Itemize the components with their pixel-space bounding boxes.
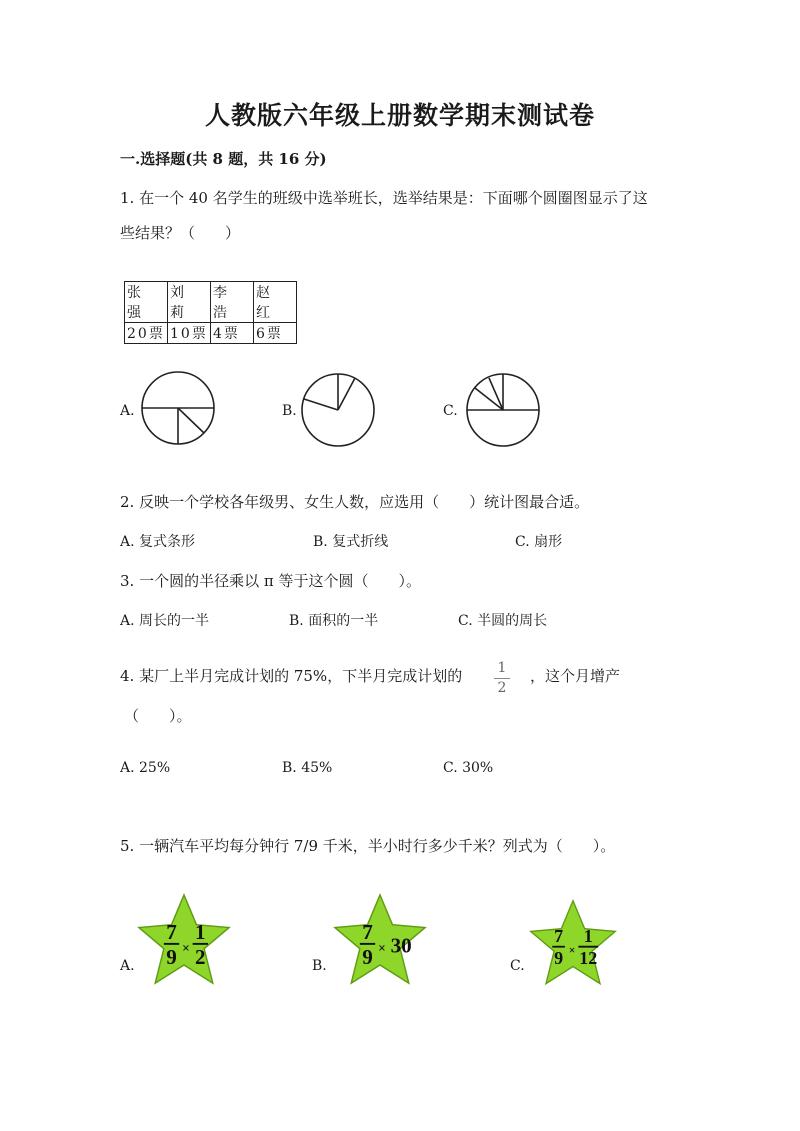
- q4-fraction: [494, 660, 510, 697]
- pie-option-c: [465, 372, 545, 452]
- pie-option-b: [300, 372, 380, 452]
- q1-text-line1: 1. 在一个 40 名学生的班级中选举班长，选举结果是：下面哪个圆圈图显示了这: [120, 189, 648, 207]
- q5-text: 5. 一辆汽车平均每分钟行 7/9 千米，半小时行多少千米？列式为（ ）。: [120, 837, 616, 855]
- q5-option-b-label: B.: [312, 958, 327, 974]
- star-op: ×: [568, 943, 576, 957]
- vote-name-cell: 赵 红: [254, 282, 297, 323]
- star-op: ×: [378, 940, 386, 956]
- q4-option-a: A. 25%: [120, 760, 171, 776]
- star-a-den: 9: [166, 945, 177, 970]
- star-option-a: [136, 888, 232, 994]
- vote-count-cell: 20票: [125, 323, 168, 344]
- pie-option-a: [140, 370, 220, 450]
- star-a-den: 9: [554, 947, 564, 968]
- q2-text: 2. 反映一个学校各年级男、女生人数，应选用（ ）统计图最合适。: [120, 493, 590, 511]
- page-title: 人教版六年级上册数学期末测试卷: [204, 101, 595, 130]
- q4-option-b: B. 45%: [282, 760, 333, 776]
- vote-table: [124, 281, 297, 344]
- star-b-den: 2: [195, 945, 206, 970]
- q2-option-a: A. 复式条形: [120, 534, 196, 550]
- q4-text-after: ，这个月增产: [530, 667, 621, 685]
- q3-text: 3. 一个圆的半径乘以 π 等于这个圆（ ）。: [120, 572, 421, 590]
- q2-option-c: C. 扇形: [515, 534, 563, 550]
- star-b-num: 1: [583, 926, 593, 947]
- star-option-b: [332, 888, 428, 994]
- fraction-bar: [494, 678, 510, 679]
- vote-name-cell: 张 强: [125, 282, 168, 323]
- vote-name-cell: 李 浩: [211, 282, 254, 323]
- q1-option-b-label: B.: [282, 403, 297, 419]
- fraction-numerator: 1: [497, 660, 507, 676]
- fraction-denominator: 2: [497, 680, 507, 696]
- q3-option-b: B. 面积的一半: [289, 613, 379, 629]
- star-b-num: 1: [195, 920, 206, 945]
- section-heading: 一.选择题(共 8 题，共 16 分): [120, 150, 327, 168]
- vote-name-cell: 刘 莉: [168, 282, 211, 323]
- star-a-den: 9: [362, 945, 373, 970]
- q1-option-c-label: C.: [443, 403, 458, 419]
- q5-option-c-label: C.: [510, 958, 525, 974]
- vote-count-cell: 6票: [254, 323, 297, 344]
- star-icon: [139, 895, 229, 983]
- star-b-value: 30: [390, 933, 412, 958]
- q1-text-line2: 些结果？（ ）: [120, 224, 241, 242]
- star-b-den: 12: [579, 947, 598, 968]
- vote-count-cell: 4票: [211, 323, 254, 344]
- star-icon: [531, 901, 616, 984]
- star-option-c: [528, 898, 618, 990]
- star-a-num: 7: [166, 920, 177, 945]
- vote-table-names-row: [125, 282, 297, 323]
- vote-table-votes-row: [125, 323, 297, 344]
- q3-option-c: C. 半圆的周长: [458, 613, 548, 629]
- star-op: ×: [182, 940, 190, 956]
- q3-option-a: A. 周长的一半: [120, 613, 210, 629]
- q5-option-a-label: A.: [120, 958, 135, 974]
- q4-text-before: 4. 某厂上半月完成计划的 75%，下半月完成计划的: [120, 667, 463, 685]
- star-a-num: 7: [554, 926, 564, 947]
- q4-option-c: C. 30%: [443, 760, 494, 776]
- q4-text-line2: （ ）。: [124, 707, 192, 725]
- q2-option-b: B. 复式折线: [313, 534, 389, 550]
- star-a-num: 7: [362, 920, 373, 945]
- vote-count-cell: 10票: [168, 323, 211, 344]
- q1-option-a-label: A.: [120, 403, 135, 419]
